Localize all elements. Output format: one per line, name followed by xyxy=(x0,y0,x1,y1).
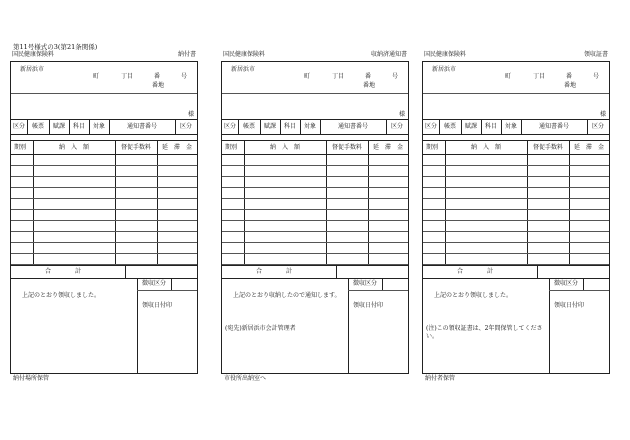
receipt-message: 上記のとおり収納したので通知します。 xyxy=(233,292,341,299)
table-row xyxy=(423,231,609,232)
detail-header-cell: 期別 xyxy=(14,144,27,151)
table-row xyxy=(222,264,408,265)
table-row xyxy=(11,242,197,243)
code-header-cell: 区分 xyxy=(223,123,236,130)
table-row xyxy=(11,209,197,210)
stamp-label: 領収日付印 xyxy=(353,302,384,309)
address-chome: 丁目 xyxy=(121,73,134,80)
receipt-message: 上記のとおり領収しました。 xyxy=(22,292,101,299)
form-note: (注)この領収証書は、2年間保管してください。 xyxy=(426,325,543,340)
code-header-cell: 対象 xyxy=(92,123,105,130)
table-row xyxy=(11,187,197,188)
address-chome: 丁目 xyxy=(533,73,546,80)
table-row xyxy=(423,264,609,265)
table-row xyxy=(423,165,609,166)
city-name: 新居浜市 xyxy=(231,66,256,73)
table-row xyxy=(222,198,408,199)
detail-header-cell: 督促手数料 xyxy=(331,144,362,151)
table-row xyxy=(222,187,408,188)
detail-header-cell: 期別 xyxy=(225,144,238,151)
form-footer: 納付場所保管 xyxy=(13,375,50,382)
detail-header-cell: 延 滞 金 xyxy=(573,144,604,151)
table-row xyxy=(222,220,408,221)
table-row xyxy=(11,264,197,265)
table-row xyxy=(423,209,609,210)
detail-header-cell: 期別 xyxy=(426,144,439,151)
form-insurance-label: 国民健康保険料 xyxy=(12,51,55,58)
table-row xyxy=(423,253,609,254)
code-header-cell: 通知書番号 xyxy=(126,123,157,130)
address-go: 号 xyxy=(593,73,600,80)
address-town: 町 xyxy=(505,73,512,80)
table-row xyxy=(11,198,197,199)
total-label: 合 計 xyxy=(457,268,494,275)
form-panel xyxy=(10,61,198,374)
code-header-cell: 区分 xyxy=(424,123,437,130)
address-banchi: 番地 xyxy=(152,82,165,89)
collection-class-label: 徴収区分 xyxy=(353,280,378,287)
honorific-sama: 様 xyxy=(187,111,194,118)
address-banchi: 番地 xyxy=(564,82,577,89)
collection-class-label: 徴収区分 xyxy=(554,280,579,287)
address-go: 号 xyxy=(181,73,188,80)
table-row xyxy=(222,176,408,177)
code-header-cell: 帳票 xyxy=(443,123,456,130)
detail-header-cell: 納 入 額 xyxy=(58,144,89,151)
code-header-cell: 対象 xyxy=(303,123,316,130)
detail-header-cell: 納 入 額 xyxy=(269,144,300,151)
address-go: 号 xyxy=(392,73,399,80)
code-header-cell: 区分 xyxy=(390,123,403,130)
detail-header-cell: 督促手数料 xyxy=(532,144,563,151)
code-header-cell: 賦課 xyxy=(464,123,477,130)
honorific-sama: 様 xyxy=(599,111,606,118)
table-row xyxy=(11,253,197,254)
detail-header-cell: 督促手数料 xyxy=(120,144,151,151)
code-header-cell: 科目 xyxy=(283,123,296,130)
code-header-cell: 区分 xyxy=(12,123,25,130)
form-panel xyxy=(422,61,610,374)
code-header-cell: 区分 xyxy=(591,123,604,130)
table-row xyxy=(423,220,609,221)
table-row xyxy=(423,198,609,199)
form-footer: 市役所出納室へ xyxy=(224,375,267,382)
form-document-type: 収納済通知書 xyxy=(370,51,407,58)
detail-header-cell: 延 滞 金 xyxy=(161,144,192,151)
address-ban: 番 xyxy=(154,73,161,80)
code-header-cell: 科目 xyxy=(72,123,85,130)
code-header-cell: 賦課 xyxy=(263,123,276,130)
table-row xyxy=(222,242,408,243)
code-header-cell: 帳票 xyxy=(31,123,44,130)
address-town: 町 xyxy=(93,73,100,80)
form-document-type: 納付書 xyxy=(177,51,196,58)
city-name: 新居浜市 xyxy=(20,66,45,73)
code-header-cell: 区分 xyxy=(179,123,192,130)
code-header-cell: 科目 xyxy=(484,123,497,130)
honorific-sama: 様 xyxy=(398,111,405,118)
code-header-cell: 帳票 xyxy=(242,123,255,130)
address-banchi: 番地 xyxy=(363,82,376,89)
city-name: 新居浜市 xyxy=(432,66,457,73)
code-header-cell: 対象 xyxy=(504,123,517,130)
table-row xyxy=(423,242,609,243)
code-header-cell: 賦課 xyxy=(52,123,65,130)
table-row xyxy=(11,165,197,166)
total-label: 合 計 xyxy=(256,268,293,275)
stamp-label: 領収日付印 xyxy=(142,302,173,309)
table-row xyxy=(222,209,408,210)
form-note: (宛先)新居浜市会計管理者 xyxy=(225,325,296,332)
table-row xyxy=(423,176,609,177)
table-row xyxy=(11,231,197,232)
code-header-cell: 通知書番号 xyxy=(337,123,368,130)
form-panel xyxy=(221,61,409,374)
form-number-title: 第11号様式の3(第21条関係) xyxy=(13,43,98,51)
table-row xyxy=(222,253,408,254)
table-row xyxy=(11,176,197,177)
form-document-type: 領収証書 xyxy=(583,51,608,58)
collection-class-label: 徴収区分 xyxy=(142,280,167,287)
receipt-message: 上記のとおり領収しました。 xyxy=(434,292,513,299)
total-label: 合 計 xyxy=(45,268,82,275)
table-row xyxy=(423,187,609,188)
table-row xyxy=(222,231,408,232)
detail-header-cell: 納 入 額 xyxy=(470,144,501,151)
address-town: 町 xyxy=(304,73,311,80)
stamp-label: 領収日付印 xyxy=(554,302,585,309)
table-row xyxy=(222,165,408,166)
form-insurance-label: 国民健康保険料 xyxy=(223,51,266,58)
code-header-cell: 通知書番号 xyxy=(538,123,569,130)
address-chome: 丁目 xyxy=(332,73,345,80)
table-row xyxy=(11,220,197,221)
form-footer: 納付者保管 xyxy=(425,375,456,382)
form-insurance-label: 国民健康保険料 xyxy=(424,51,467,58)
detail-header-cell: 延 滞 金 xyxy=(372,144,403,151)
address-ban: 番 xyxy=(566,73,573,80)
address-ban: 番 xyxy=(365,73,372,80)
